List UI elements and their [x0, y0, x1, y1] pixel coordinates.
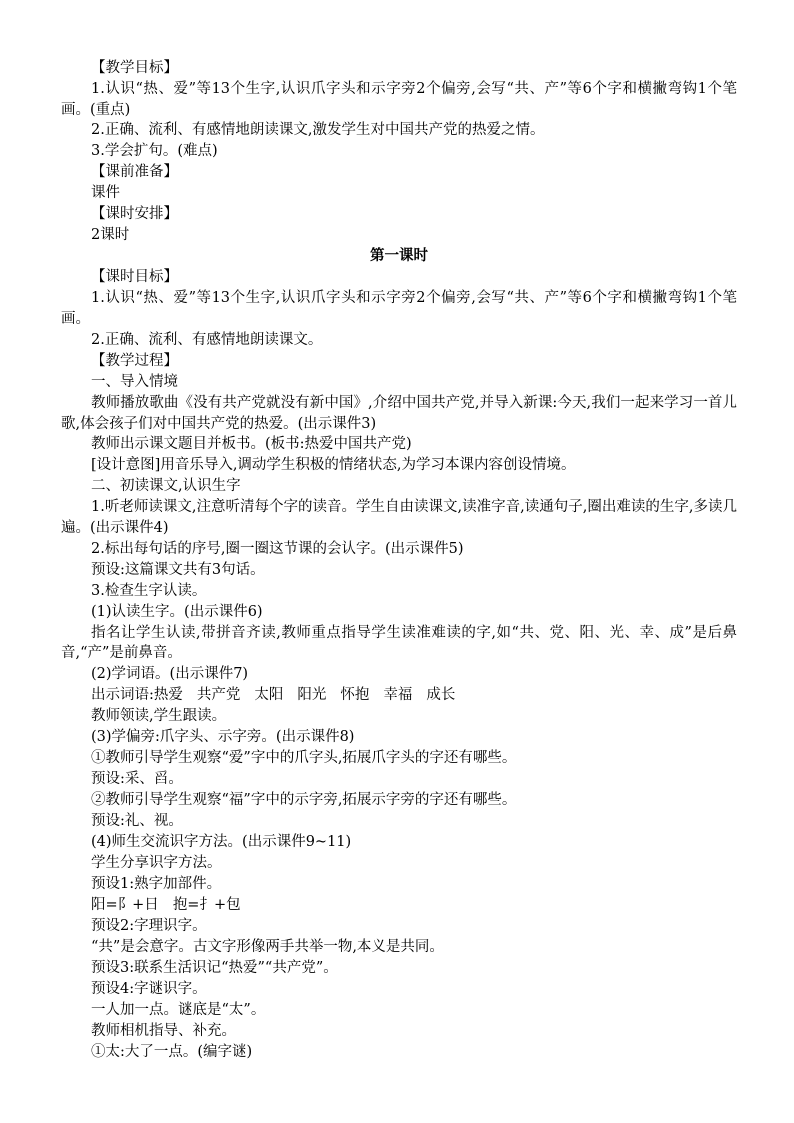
heading-teaching-process: 【教学过程】 [91, 352, 178, 369]
heading-lesson-goals: 【课时目标】 [91, 269, 178, 286]
paragraph-riddle: 一人加一点。谜底是“太”。 [91, 1002, 266, 1019]
word-list [61, 685, 737, 706]
paragraph-share-methods: 学生分享识字方法。 [91, 855, 222, 872]
heading-teaching-goals: 【教学目标】 [91, 60, 178, 76]
section-1-title: 一、导入情境 [91, 373, 178, 390]
paragraph-preset-2: 预设2:字理识字。 [91, 918, 207, 935]
paragraph-preset-4: 预设4:字谜识字。 [91, 981, 207, 998]
word-item: 幸福 [383, 687, 413, 704]
paragraph-pronunciation: 指名让学生认读,带拼音齐读,教师重点指导学生读准难读的字,如“共、党、阳、光、幸、成”是后鼻音,“产”是前鼻音。 [61, 624, 737, 662]
paragraph-radicals: (3)学偏旁:爪字头、示字旁。(出示课件8) [91, 729, 355, 746]
document-page [61, 58, 737, 1063]
section-2-title: 二、初读课文,认识生字 [91, 478, 241, 495]
paragraph-step-3: 3.检查生字认读。 [91, 582, 207, 599]
lesson-goal-1: 1.认识“热、爱”等13个生字,认识爪字头和示字旁2个偏旁,会写“共、产”等6个字和横撇弯钩1个笔画。 [61, 290, 737, 328]
goal-3: 3.学会扩句。(难点) [91, 143, 218, 160]
word-item: 太阳 [254, 687, 284, 704]
word-list-label: 出示词语: [91, 687, 154, 704]
paragraph-intro: 教师播放歌曲《没有共产党就没有新中国》,介绍中国共产党,并导入新课:今天,我们一起来学习一首儿歌,体会孩子们对中国共产党的热爱。(出示课件3) [61, 394, 737, 432]
formula-yang: 阳=阝+日 [91, 897, 159, 914]
heading-preparation: 【课前准备】 [91, 164, 178, 181]
goal-1: 1.认识“热、爱”等13个生字,认识爪字头和示字旁2个偏旁,会写“共、产”等6个字和横撇弯钩1个笔画。(重点) [61, 81, 737, 118]
paragraph-step-2: 2.标出每句话的序号,圈一圈这节课的会认字。(出示课件5) [91, 540, 464, 557]
paragraph-gong-explanation: “共”是会意字。古文字形像两手共举一物,本义是共同。 [91, 939, 444, 956]
paragraph-teacher-guidance: 教师相机指导、补充。 [91, 1023, 236, 1040]
paragraph-preset-3: 预设3:联系生活识记“热爱”“共产党”。 [91, 960, 338, 977]
word-item: 成长 [426, 687, 456, 704]
formula-bao: 抱=扌+包 [172, 897, 241, 914]
lesson-goal-2: 2.正确、流利、有感情地朗读课文。 [91, 331, 323, 348]
paragraph-preset-show: 预设:礼、视。 [91, 813, 183, 830]
paragraph-preset-claw: 预设:采、舀。 [91, 771, 183, 788]
paragraph-show-radical: ②教师引导学生观察“福”字中的示字旁,拓展示字旁的字还有哪些。 [91, 792, 517, 809]
paragraph-preset-1: 预设1:熟字加部件。 [91, 876, 222, 893]
paragraph-preset-sentences: 预设:这篇课文共有3句话。 [91, 561, 265, 578]
paragraph-design-intent: [设计意图]用音乐导入,调动学生积极的情绪状态,为学习本课内容创设情境。 [91, 457, 576, 474]
paragraph-read-characters: (1)认读生字。(出示课件6) [91, 603, 263, 620]
paragraph-board: 教师出示课文题目并板书。(板书:热爱中国共产党) [91, 436, 412, 453]
paragraph-follow-read: 教师领读,学生跟读。 [91, 708, 227, 725]
goal-2: 2.正确、流利、有感情地朗读课文,激发学生对中国共产党的热爱之情。 [91, 122, 545, 139]
preparation-text: 课件 [91, 185, 120, 202]
heading-schedule: 【课时安排】 [91, 206, 178, 223]
word-item: 阳光 [297, 687, 327, 704]
paragraph-claw-radical: ①教师引导学生观察“爱”字中的爪字头,拓展爪字头的字还有哪些。 [91, 750, 517, 767]
word-item: 怀抱 [340, 687, 370, 704]
character-formulas [61, 895, 737, 916]
word-item: 热爱 [153, 687, 183, 704]
paragraph-learn-words: (2)学词语。(出示课件7) [91, 666, 249, 683]
word-item: 共产党 [196, 687, 241, 704]
schedule-text: 2课时 [91, 227, 130, 244]
lesson-one-title: 第一课时 [370, 248, 428, 265]
paragraph-exchange-methods: (4)师生交流识字方法。(出示课件9~11) [91, 834, 352, 851]
paragraph-step-1: 1.听老师读课文,注意听清每个字的读音。学生自由读课文,读准字音,读通句子,圈出难读的生字,多读几遍。(出示课件4) [61, 499, 737, 536]
paragraph-riddle-tai: ①太:大了一点。(编字谜) [91, 1044, 253, 1061]
